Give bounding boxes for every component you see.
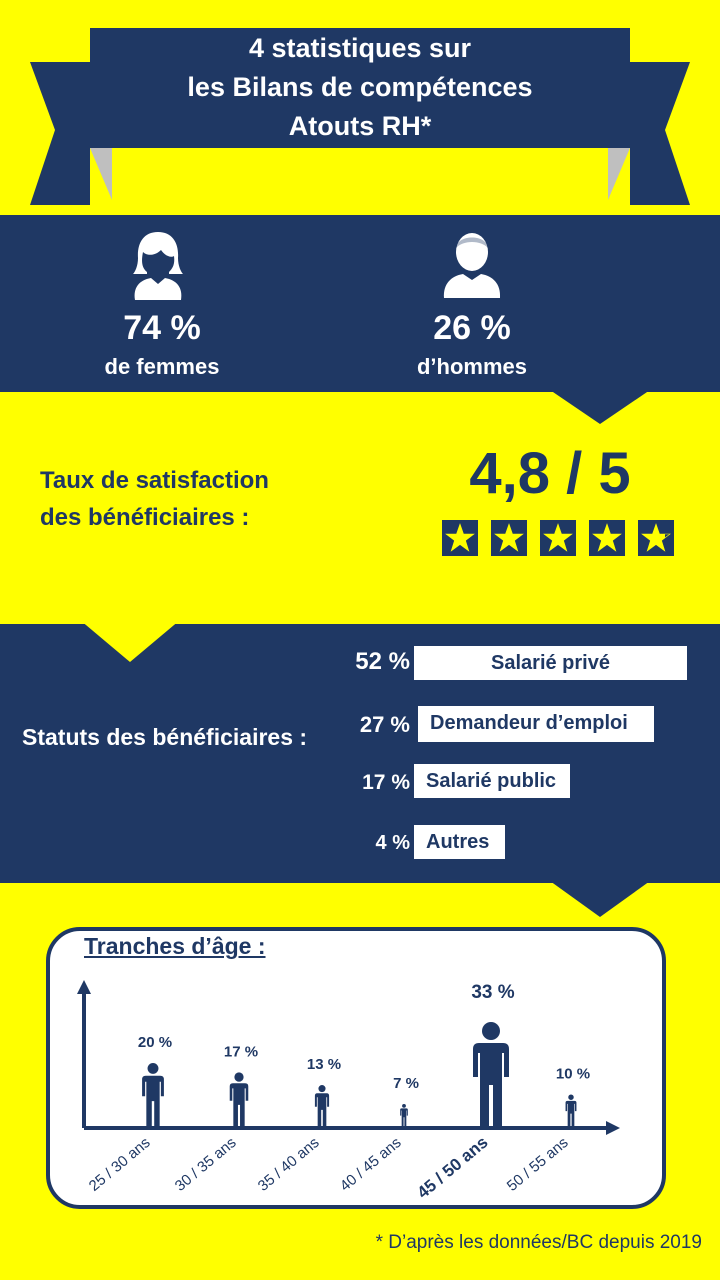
age-bar-person-icon xyxy=(400,1104,408,1126)
age-category-label: 50 / 55 ans xyxy=(503,1134,572,1195)
age-chart-title: Tranches d’âge : xyxy=(84,933,266,959)
status-pct-salarie-public: 17 % xyxy=(362,771,410,794)
status-pct-autres: 4 % xyxy=(375,832,410,854)
footnote: * D’après les données/BC depuis 2019 xyxy=(375,1232,702,1253)
age-value-label: 17 % xyxy=(223,1043,259,1061)
age-value-label: 33 % xyxy=(471,982,515,1003)
age-bar-person-icon xyxy=(230,1072,249,1126)
y-axis-arrow xyxy=(77,980,91,994)
status-bar-autres: Autres xyxy=(414,825,505,859)
status-bar-salarie-public: Salarié public xyxy=(414,764,570,798)
x-axis-arrow xyxy=(606,1121,620,1135)
age-category-label: 35 / 40 ans xyxy=(254,1134,323,1195)
age-category-label: 30 / 35 ans xyxy=(171,1134,240,1195)
satisfaction-label-line-2: des bénéficiaires : xyxy=(40,504,250,531)
age-value-label: 7 % xyxy=(393,1074,419,1092)
satisfaction-score: 4,8 / 5 xyxy=(469,441,631,506)
age-bar-person-icon xyxy=(315,1085,329,1126)
age-bar-person-icon xyxy=(473,1022,509,1126)
satisfaction-label-line-1: Taux de satisfaction xyxy=(40,467,269,494)
age-category-label: 45 / 50 ans xyxy=(413,1132,492,1203)
age-value-label: 13 % xyxy=(306,1056,342,1074)
age-bar-person-icon xyxy=(142,1063,164,1126)
age-category-label: 40 / 45 ans xyxy=(336,1134,405,1195)
women-label: de femmes xyxy=(104,354,220,379)
age-value-label: 10 % xyxy=(555,1065,591,1083)
status-pct-salarie-prive: 52 % xyxy=(355,648,410,675)
men-percent: 26 % xyxy=(433,309,511,347)
status-label: Statuts des bénéficiaires : xyxy=(22,724,308,750)
age-category-label: 25 / 30 ans xyxy=(85,1134,154,1195)
status-bar-salarie-prive: Salarié privé xyxy=(414,646,687,680)
title-line-2: les Bilans de compétences xyxy=(187,72,533,102)
age-bar-person-icon xyxy=(566,1094,577,1126)
men-label: d’hommes xyxy=(416,354,528,379)
age-value-label: 20 % xyxy=(137,1033,173,1051)
title-line-3: Atouts RH* xyxy=(288,111,432,141)
women-percent: 74 % xyxy=(123,309,201,347)
title-line-1: 4 statistiques sur xyxy=(248,33,472,63)
status-bar-demandeur: Demandeur d’emploi xyxy=(418,706,654,742)
status-pct-demandeur: 27 % xyxy=(359,712,410,737)
